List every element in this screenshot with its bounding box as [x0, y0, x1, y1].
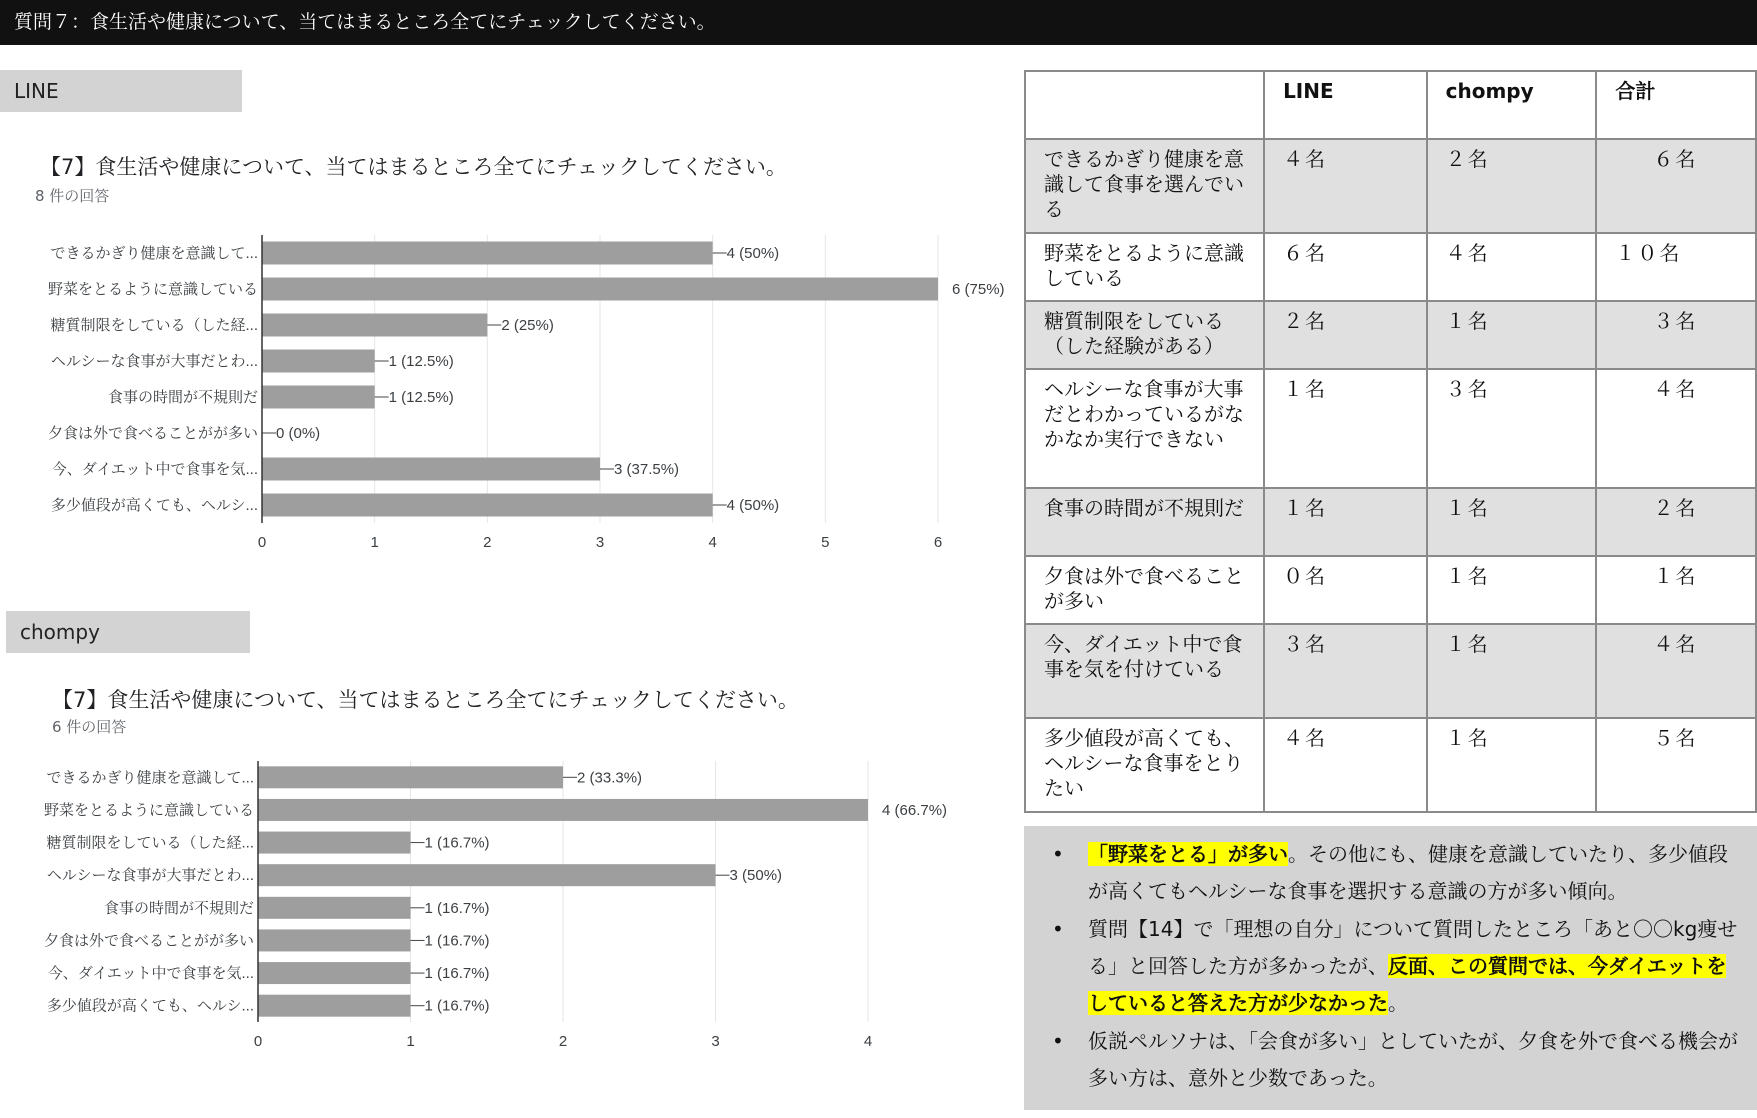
cell-line: １名: [1264, 369, 1427, 488]
response-count-line: 8 件の回答: [35, 187, 110, 205]
bar: [258, 864, 716, 886]
data-label: 1 (16.7%): [424, 899, 490, 917]
x-tick-label: 3: [595, 534, 605, 551]
table-header-total: 合計: [1596, 71, 1756, 139]
chart-title-chompy: 【7】食生活や健康について、当てはまるところ全てにチェックしてください。: [52, 688, 799, 712]
note-highlight: 反面、この質問では、今ダイエットをしていると答えた方が少なかった: [1088, 954, 1727, 1015]
data-label: 2 (33.3%): [577, 769, 643, 787]
x-tick-label: 3: [711, 1033, 720, 1050]
row-label: 今、ダイエット中で食事を気を付けている: [1025, 624, 1264, 718]
x-tick-label: 5: [821, 534, 830, 551]
section-label-chompy: chompy: [6, 611, 250, 653]
cell-total: ４名: [1596, 624, 1756, 718]
bar: [258, 799, 868, 821]
bar: [258, 995, 411, 1017]
row-label: できるかぎり健康を意識して食事を選んでいる: [1025, 139, 1264, 233]
x-tick-label: 0: [257, 534, 267, 551]
cell-chompy: １名: [1427, 488, 1597, 556]
cell-chompy: ４名: [1427, 233, 1597, 301]
note-item: [1052, 836, 1743, 910]
bar: [258, 897, 411, 919]
cell-line: ６名: [1264, 233, 1427, 301]
response-count-chompy: 6 件の回答: [52, 718, 127, 736]
data-label: 4 (66.7%): [882, 801, 948, 819]
category-label: 野菜をとるように意識している: [43, 801, 254, 819]
table-header-blank: [1025, 71, 1264, 139]
cell-line: ４名: [1264, 139, 1427, 233]
page-title: 質問７：食生活や健康について、当てはまるところ全てにチェックしてください。: [14, 11, 716, 33]
cell-line: ３名: [1264, 624, 1427, 718]
table-header-chompy: chompy: [1427, 71, 1597, 139]
section-label-line: LINE: [0, 70, 242, 112]
cell-total: ５名: [1596, 718, 1756, 812]
bar: [262, 350, 375, 373]
bar: [258, 929, 411, 951]
cell-chompy: １名: [1427, 301, 1597, 369]
data-label: 1 (16.7%): [424, 997, 490, 1015]
note-text: 仮説ペルソナは、「会食が多い」としていたが、夕食を外で食べる機会が多い方は、意外と少数であった。: [1088, 1029, 1738, 1090]
cell-total: １名: [1596, 556, 1756, 624]
bar: [262, 278, 938, 301]
cell-line: ４名: [1264, 718, 1427, 812]
category-label: できるかぎり健康を意識して...: [46, 769, 254, 787]
category-label: 今、ダイエット中で食事を気...: [51, 461, 258, 478]
bar-chart-line: [0, 225, 1024, 555]
table-header-line: LINE: [1264, 71, 1427, 139]
row-label: 野菜をとるように意識している: [1025, 233, 1264, 301]
cell-chompy: １名: [1427, 556, 1597, 624]
category-label: できるかぎり健康を意識して...: [50, 245, 258, 262]
category-label: 野菜をとるように意識している: [47, 281, 258, 298]
note-text: 。: [1388, 991, 1408, 1015]
bar: [258, 766, 563, 788]
data-label: 0 (0%): [276, 425, 321, 442]
x-tick-label: 1: [406, 1033, 415, 1050]
table-row: [1025, 301, 1756, 369]
table-row: [1025, 556, 1756, 624]
note-text: 。その他にも、健康を意識していたり、多少値段が高くてもヘルシーな食事を選択する意識の方が多い傾向。: [1088, 842, 1728, 903]
table-row: [1025, 488, 1756, 556]
cell-line: ２名: [1264, 301, 1427, 369]
category-label: ヘルシーな食事が大事だとわ...: [46, 867, 254, 885]
note-text: 質問【14】で「理想の自分」について質問したところ「あと〇〇kg痩せる」と回答した方が多かったが、: [1088, 917, 1738, 978]
page-header: [0, 0, 1757, 45]
category-label: 多少値段が高くても、ヘルシ...: [50, 497, 258, 514]
table-row: [1025, 624, 1756, 718]
data-label: 6 (75%): [952, 281, 1005, 298]
bar: [262, 494, 713, 517]
summary-table: [1024, 70, 1757, 813]
note-item: [1052, 1023, 1743, 1097]
table-row: [1025, 369, 1756, 488]
cell-line: １名: [1264, 488, 1427, 556]
category-label: 夕食は外で食べることがが多い: [47, 425, 258, 442]
data-label: 3 (37.5%): [614, 461, 680, 478]
row-label: 多少値段が高くても、ヘルシーな食事をとりたい: [1025, 718, 1264, 812]
table-row: [1025, 718, 1756, 812]
cell-chompy: ３名: [1427, 369, 1597, 488]
cell-total: ３名: [1596, 301, 1756, 369]
cell-chompy: １名: [1427, 718, 1597, 812]
data-label: 1 (16.7%): [424, 834, 490, 852]
cell-line: ０名: [1264, 556, 1427, 624]
bullet: •: [1052, 917, 1064, 941]
chart-title-line: 【7】食生活や健康について、当てはまるところ全てにチェックしてください。: [40, 155, 787, 179]
bar: [258, 962, 411, 984]
x-tick-label: 2: [483, 534, 492, 551]
table-row: [1025, 139, 1756, 233]
x-tick-label: 6: [933, 534, 943, 551]
bar: [258, 832, 411, 854]
cell-total: １０名: [1596, 233, 1756, 301]
category-label: 食事の時間が不規則だ: [107, 389, 258, 406]
cell-total: ４名: [1596, 369, 1756, 488]
data-label: 4 (50%): [726, 245, 780, 262]
row-label: 糖質制限をしている（した経験がある）: [1025, 301, 1264, 369]
row-label: 夕食は外で食べることが多い: [1025, 556, 1264, 624]
bullet: •: [1052, 1029, 1064, 1053]
x-tick-label: 2: [558, 1033, 568, 1050]
cell-chompy: ２名: [1427, 139, 1597, 233]
category-label: 食事の時間が不規則だ: [103, 899, 254, 917]
cell-total: ６名: [1596, 139, 1756, 233]
row-label: ヘルシーな食事が大事だとわかっているがなかなか実行できない: [1025, 369, 1264, 488]
notes-box: [1024, 826, 1757, 1110]
bar: [262, 386, 375, 409]
category-label: 糖質制限をしている（した経...: [46, 834, 254, 852]
data-label: 1 (16.7%): [424, 965, 490, 983]
category-label: ヘルシーな食事が大事だとわ...: [50, 353, 258, 370]
x-tick-label: 4: [863, 1033, 873, 1050]
data-label: 1 (16.7%): [424, 932, 490, 950]
bar: [262, 242, 713, 265]
bar: [262, 314, 487, 337]
row-label: 食事の時間が不規則だ: [1025, 488, 1264, 556]
x-tick-label: 0: [253, 1033, 263, 1050]
x-tick-label: 1: [370, 534, 379, 551]
cell-total: ２名: [1596, 488, 1756, 556]
bar-chart-chompy: [0, 755, 1010, 1085]
category-label: 多少値段が高くても、ヘルシ...: [46, 997, 254, 1015]
category-label: 糖質制限をしている（した経...: [50, 317, 258, 334]
category-label: 夕食は外で食べることがが多い: [43, 932, 254, 950]
data-label: 4 (50%): [726, 497, 780, 514]
bar: [262, 458, 600, 481]
note-highlight: 「野菜をとる」が多い: [1088, 842, 1288, 866]
data-label: 1 (12.5%): [388, 389, 454, 406]
data-label: 3 (50%): [729, 867, 783, 885]
cell-chompy: １名: [1427, 624, 1597, 718]
data-label: 2 (25%): [501, 317, 554, 334]
category-label: 今、ダイエット中で食事を気...: [47, 965, 254, 983]
note-item: [1052, 911, 1743, 1022]
data-label: 1 (12.5%): [388, 353, 454, 370]
table-row: [1025, 233, 1756, 301]
x-tick-label: 4: [708, 534, 717, 551]
bullet: •: [1052, 842, 1064, 866]
